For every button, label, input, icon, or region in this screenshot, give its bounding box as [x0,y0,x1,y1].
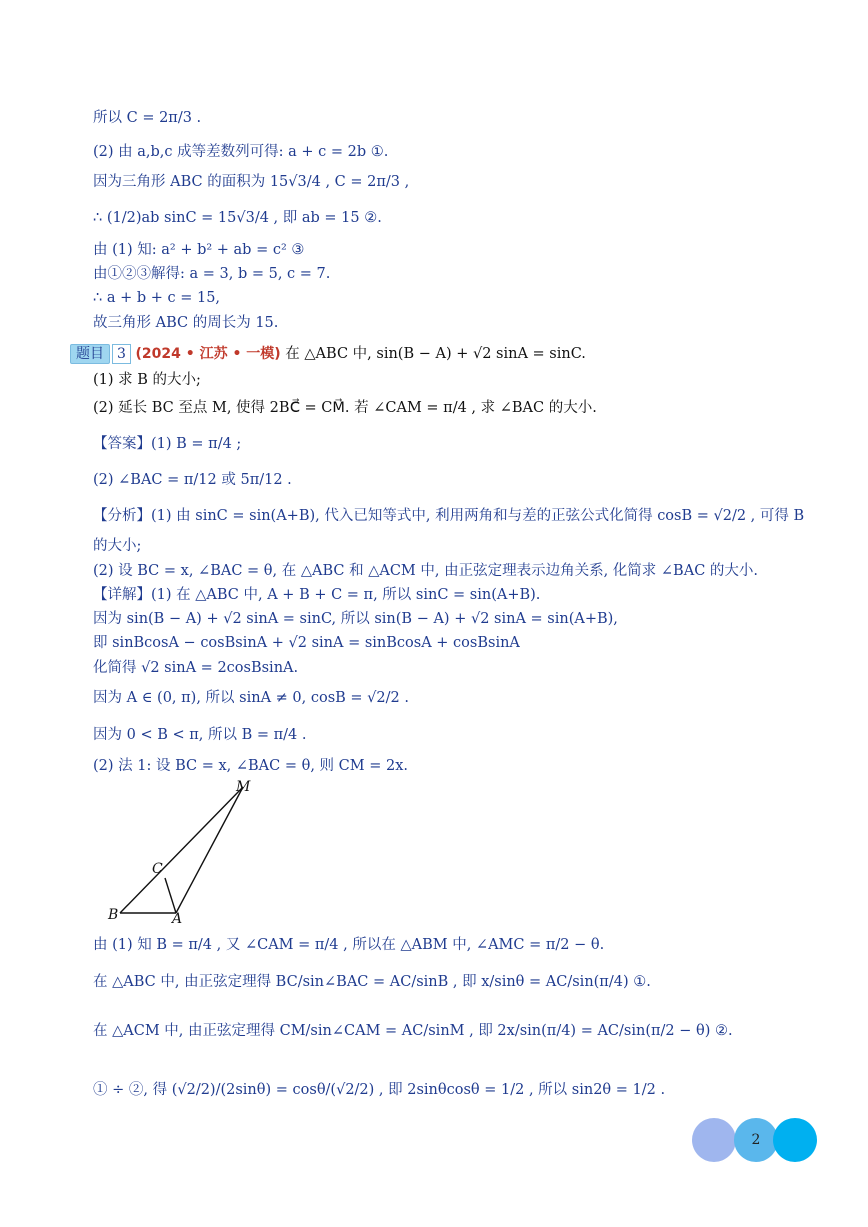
prev-solution-line: (2) 由 a,b,c 成等差数列可得: a + c = 2b ①. [93,144,389,160]
label-M: M [236,779,251,795]
solution-line: 在 △ABC 中, 由正弦定理得 BC/sin∠BAC = AC/sinB , 即 x/sinθ = AC/sin(π/4) ①. [93,974,651,990]
solution-line: 【详解】(1) 在 △ABC 中, A + B + C = π, 所以 sinC = sin(A+B). [93,587,541,603]
problem-header [70,344,828,364]
label-C: C [152,861,163,877]
problem-tag: 题目 [70,344,110,364]
solution-line: 【分析】(1) 由 sinC = sin(A+B), 代入已知等式中, 利用两角和与差的正弦公式化简得 cosB = √2/2 , 可得 B [93,508,805,524]
solution-line: (2) 设 BC = x, ∠BAC = θ, 在 △ABC 和 △ACM 中, 由正弦定理表示边角关系, 化简求 ∠BAC 的大小. [93,563,759,579]
solution-line: 即 sinBcosA − cosBsinA + √2 sinA = sinBcosA + cosBsinA [93,635,520,651]
question-1: (1) 求 B 的大小; [93,372,201,388]
prev-solution-line: ∴ a + b + c = 15, [93,290,221,306]
solution-line: (2) 法 1: 设 BC = x, ∠BAC = θ, 则 CM = 2x. [93,758,408,774]
prev-solution-line: 故三角形 ABC 的周长为 15. [93,315,279,331]
solution-line: 【答案】(1) B = π/4 ; [93,436,242,452]
problem-source: (2024 • 江苏 • 一模) [135,346,281,362]
segment-AC [165,878,176,913]
segment-BM [120,787,243,913]
solution-line: 化简得 √2 sinA = 2cosBsinA. [93,660,299,676]
problem-statement: 在 △ABC 中, sin(B − A) + √2 sinA = sinC. [285,346,586,362]
prev-solution-line: 所以 C = 2π/3 . [93,110,202,126]
pager-circle-left [692,1118,736,1162]
segment-AM [176,787,243,913]
question-2: (2) 延长 BC 至点 M, 使得 2BC⃗ = CM⃗. 若 ∠CAM = π/4 , 求 ∠BAC 的大小. [93,400,597,416]
solution-line: 在 △ACM 中, 由正弦定理得 CM/sin∠CAM = AC/sinM , 即 2x/sin(π/4) = AC/sin(π/2 − θ) ②. [93,1023,733,1039]
solution-line: 因为 0 < B < π, 所以 B = π/4 . [93,727,307,743]
solution-line: 的大小; [93,538,142,554]
page-number: 2 [751,1132,761,1148]
solution-line: 因为 A ∈ (0, π), 所以 sinA ≠ 0, cosB = √2/2 . [93,690,409,706]
solution-line: 由 (1) 知 B = π/4 , 又 ∠CAM = π/4 , 所以在 △ABM 中, ∠AMC = π/2 − θ. [93,937,605,953]
prev-solution-line: 因为三角形 ABC 的面积为 15√3/4 , C = 2π/3 , [93,174,410,190]
label-B: B [108,907,119,923]
prev-solution-line: ∴ (1/2)ab sinC = 15√3/4 , 即 ab = 15 ②. [93,210,382,226]
prev-solution-line: 由 (1) 知: a² + b² + ab = c² ③ [93,242,305,258]
prev-solution-line: 由①②③解得: a = 3, b = 5, c = 7. [93,266,331,282]
pager-circle-right [773,1118,817,1162]
triangle-figure [100,775,260,925]
problem-number: 3 [112,344,131,364]
label-A: A [172,911,183,925]
solution-line: ① ÷ ②, 得 (√2/2)/(2sinθ) = cosθ/(√2/2) , 即 2sinθcosθ = 1/2 , 所以 sin2θ = 1/2 . [93,1082,666,1098]
solution-line: (2) ∠BAC = π/12 或 5π/12 . [93,472,292,488]
solution-line: 因为 sin(B − A) + √2 sinA = sinC, 所以 sin(B − A) + √2 sinA = sin(A+B), [93,611,618,627]
